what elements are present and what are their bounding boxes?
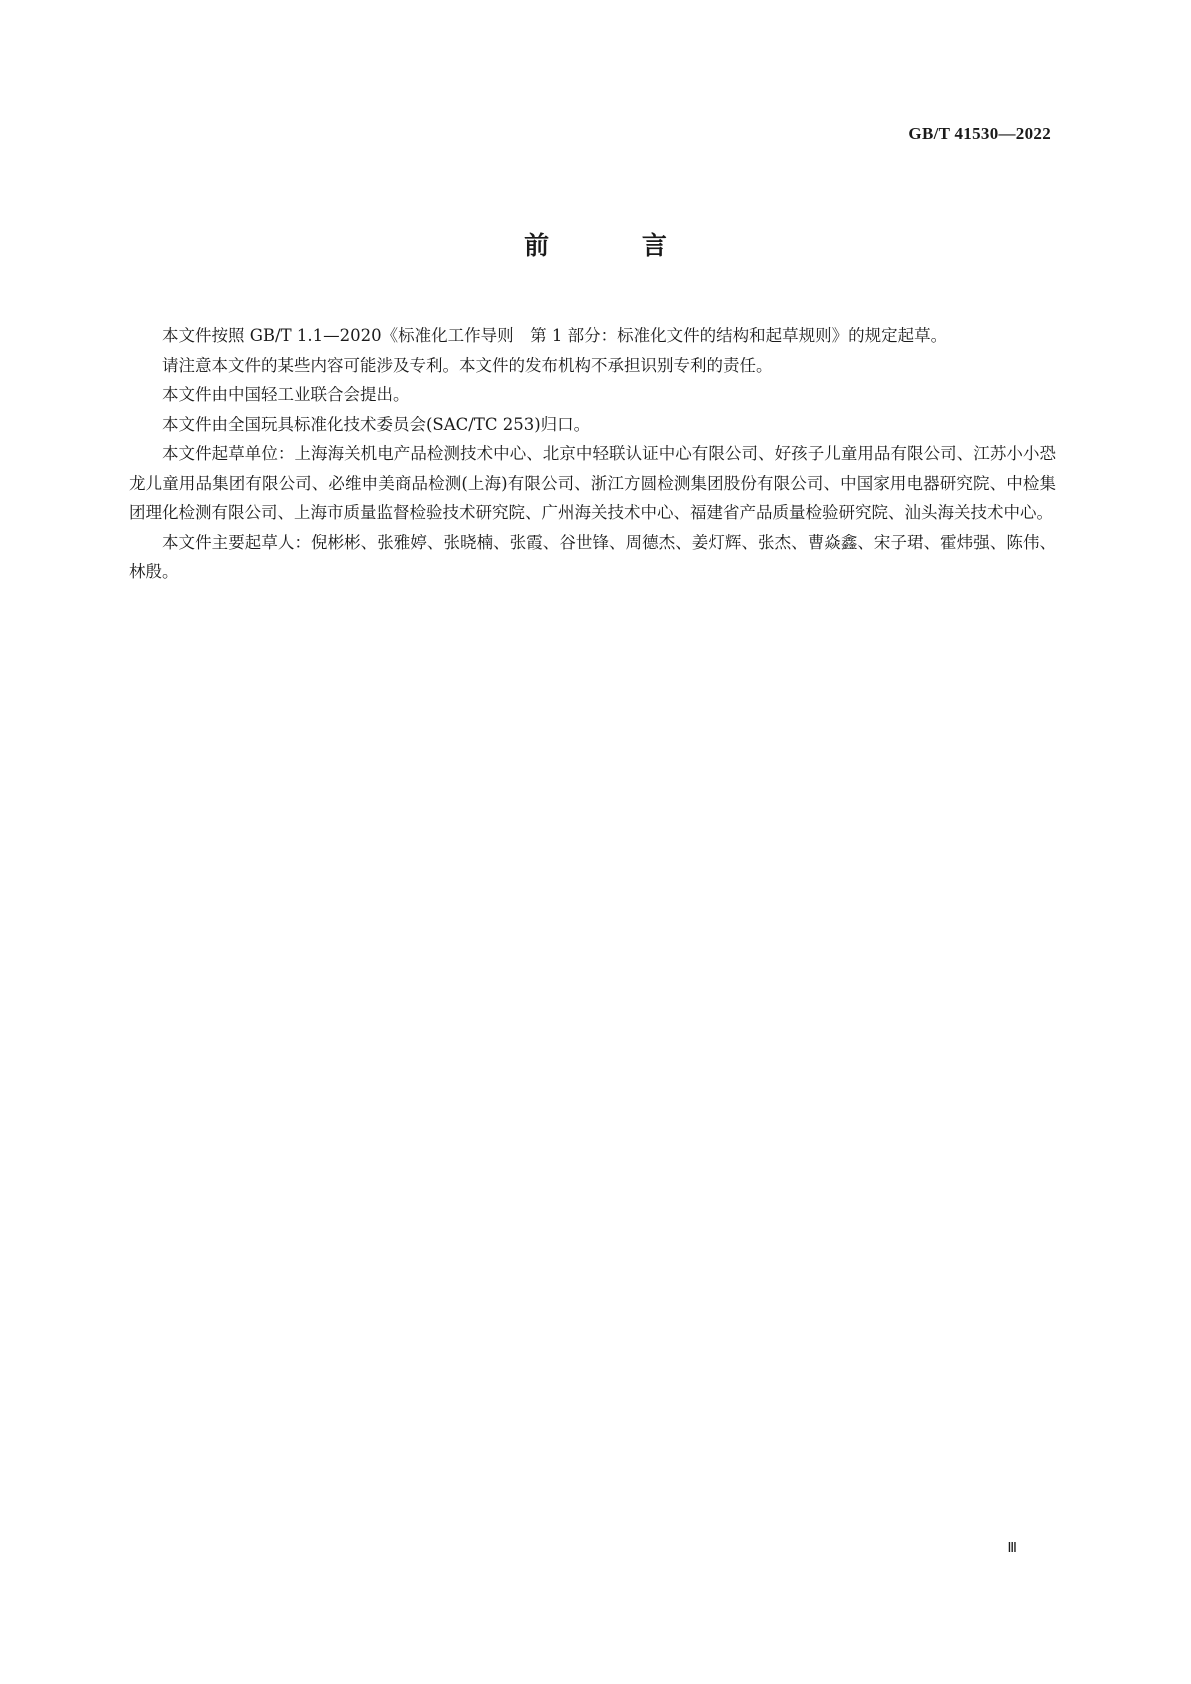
paragraph-main-drafters: 本文件主要起草人：倪彬彬、张雅婷、张晓楠、张霞、谷世锋、周德杰、姜灯辉、张杰、曹焱鑫、宋子珺、霍炜强、陈伟、林殷。: [129, 532, 1056, 581]
page-number: Ⅲ: [1007, 1541, 1017, 1556]
paragraph-patent-notice: 请注意本文件的某些内容可能涉及专利。本文件的发布机构不承担识别专利的责任。: [162, 355, 773, 375]
standard-code: GB/T 41530—2022: [908, 124, 1051, 143]
paragraph-proposer: 本文件由中国轻工业联合会提出。: [162, 385, 410, 404]
paragraph-drafting-rules: 本文件按照 GB/T 1.1—2020《标准化工作导则 第 1 部分：标准化文件的结构和起草规则》的规定起草。: [162, 326, 948, 345]
paragraph-technical-committee: 本文件由全国玩具标准化技术委员会(SAC/TC 253)归口。: [162, 414, 591, 434]
foreword-body: [129, 321, 1056, 587]
page-title: 前 言: [524, 231, 709, 260]
paragraph-drafting-organizations: 本文件起草单位：上海海关机电产品检测技术中心、北京中轻联认证中心有限公司、好孩子儿童用品有限公司、江苏小小恐龙儿童用品集团有限公司、必维申美商品检测(上海)有限公司、浙江方圆检测集团股份有限公司、中国家用电器研究院、中检集团理化检测有限公司、上海市质量监督检验技术研究院、广州海关技术中心、福建省产品质量检验研究院、汕头海关技术中心。: [129, 444, 1056, 522]
